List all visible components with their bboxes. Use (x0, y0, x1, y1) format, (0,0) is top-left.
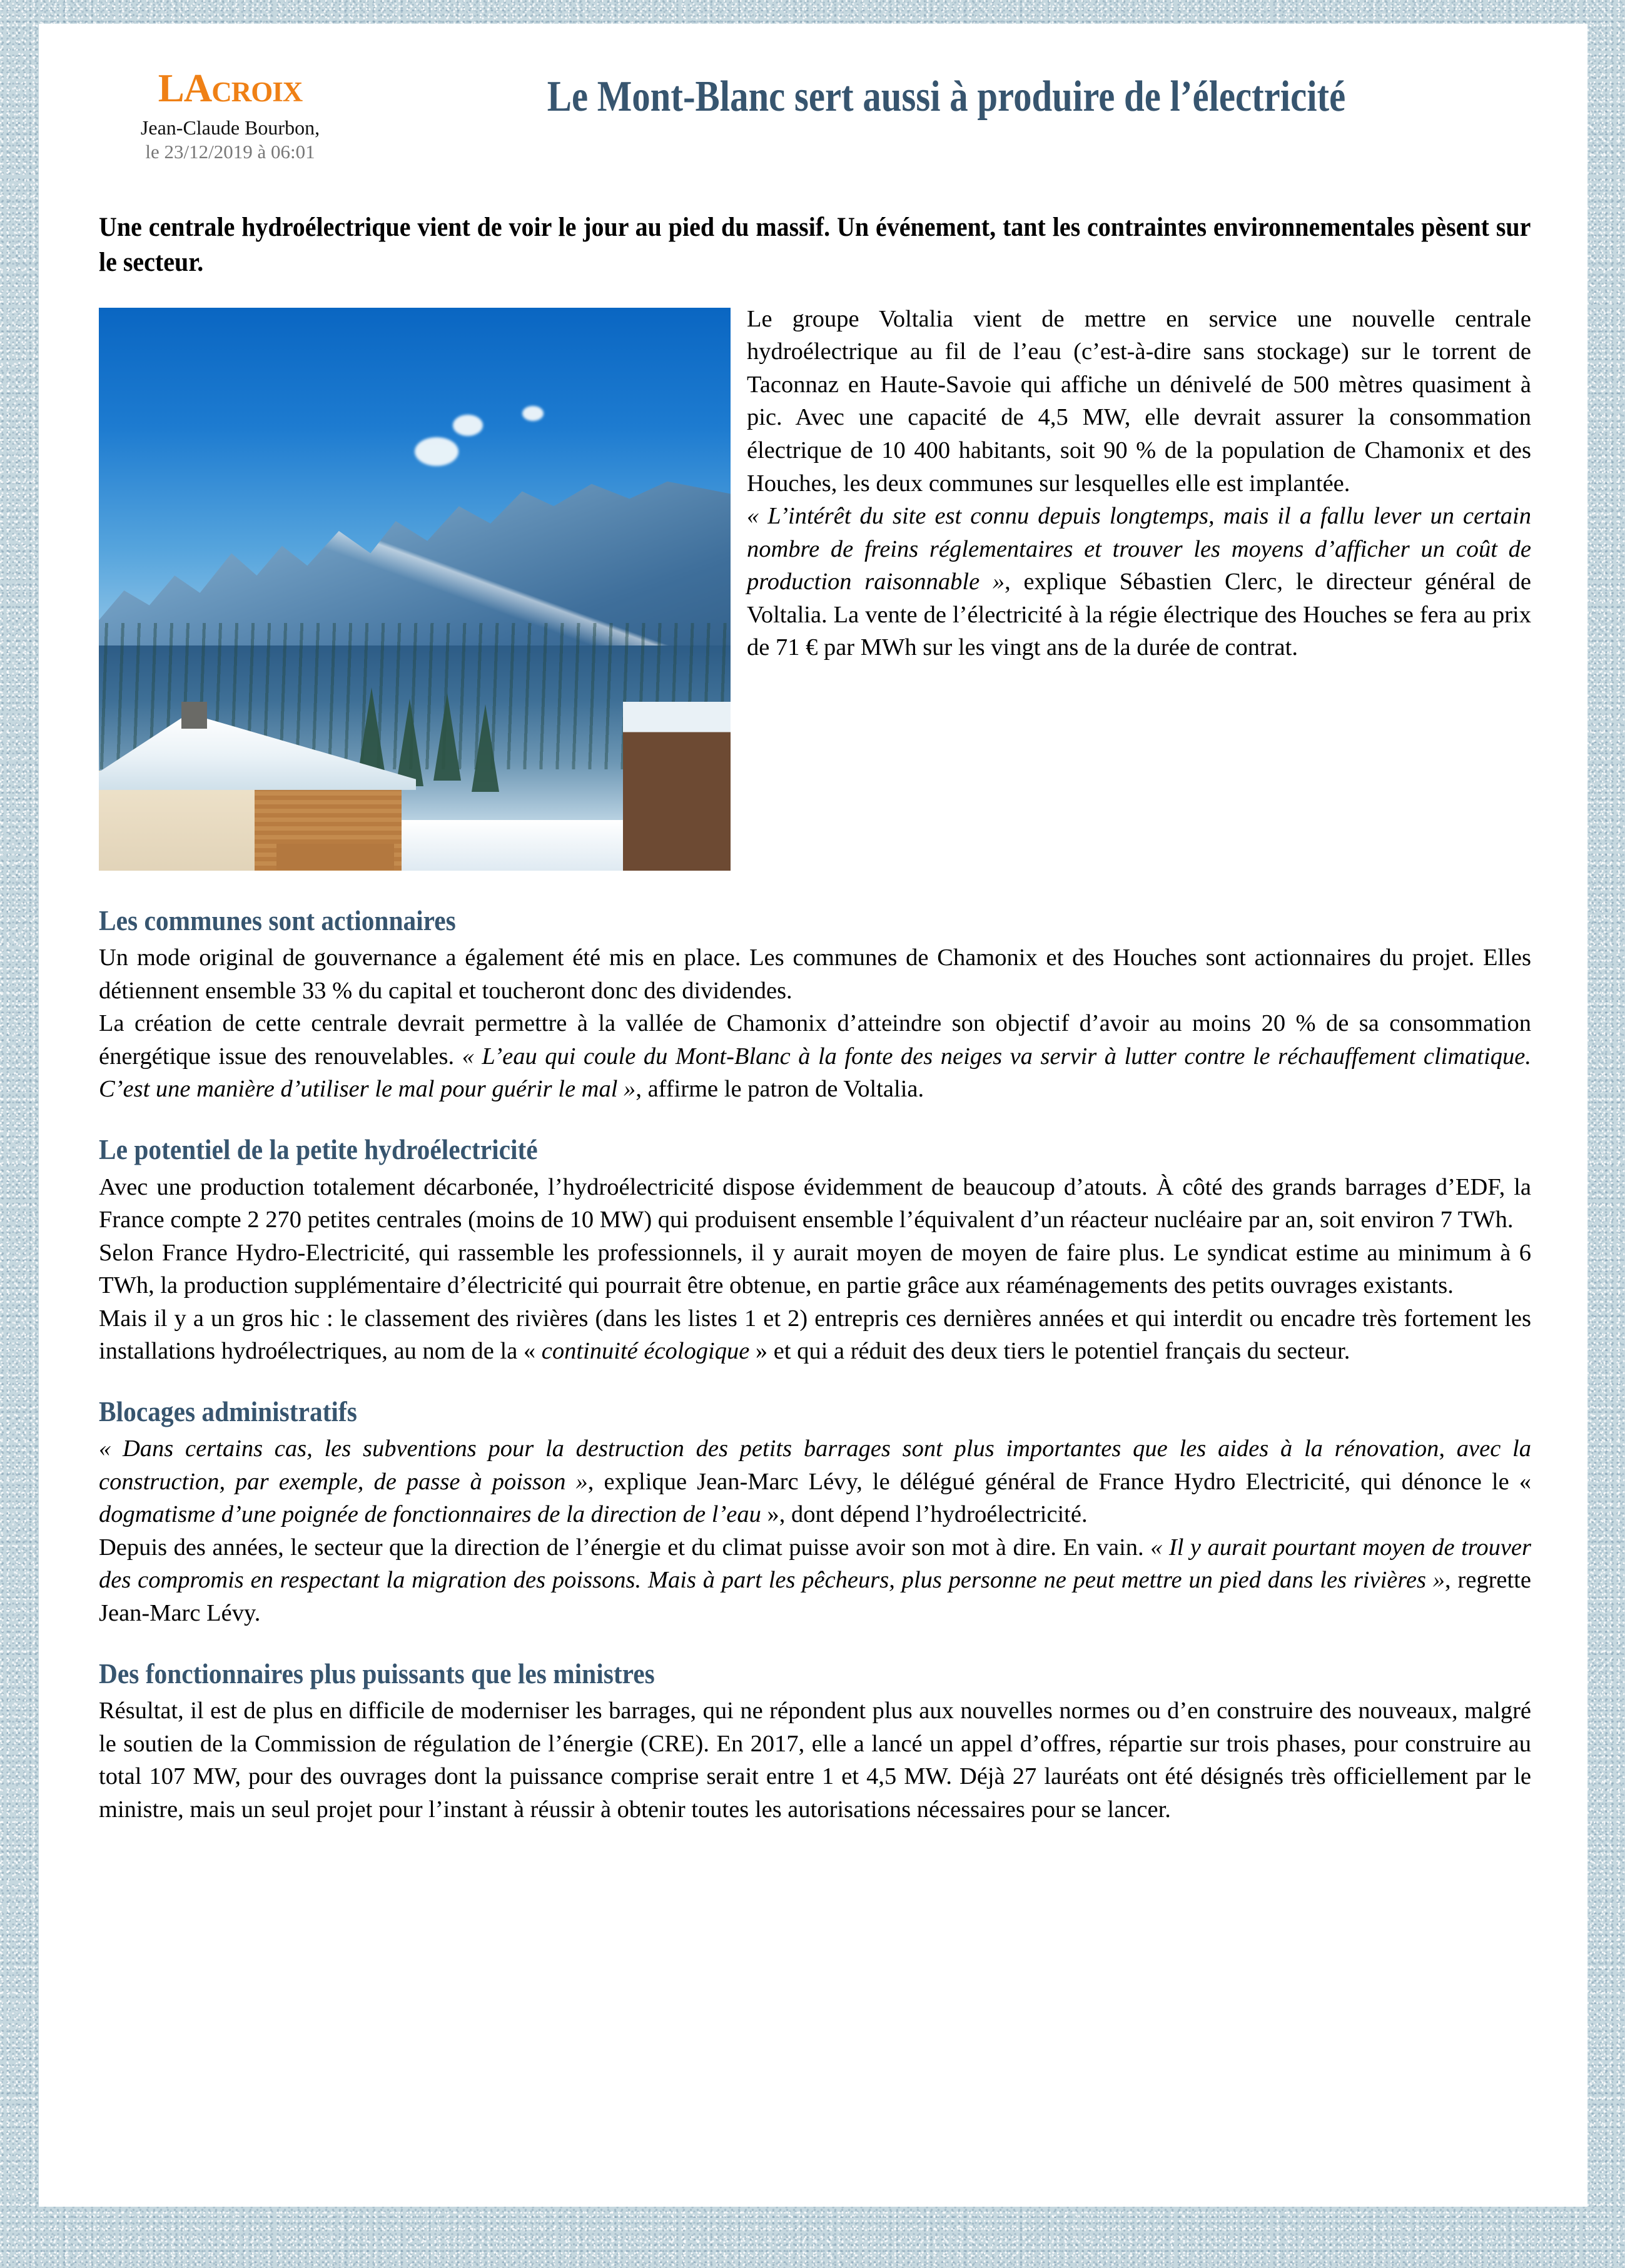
intro-quote-attribution: , explique Sébastien Clerc, le directeur général de Voltalia. La vente de l’électricité à la régie électrique des Houches se fera au prix de 71 € par MWh sur les vingt ans de la durée de contrat. (747, 569, 1531, 661)
body-text: Selon France Hydro-Electricité, qui rassemble les professionnels, il y aurait moyen de moyen de faire plus. Le syndicat estime au minimum à 6 TWh, la production supplémentaire d’électricité qui pourrait être obtenue, en partie grâce aux réaménagements des petits ouvrages existants. (99, 1239, 1531, 1299)
section-paragraph (99, 1432, 1531, 1531)
logo-text-la: LA (158, 66, 212, 110)
section-heading: Les communes sont actionnaires (99, 904, 456, 936)
body-text: , regrette Jean-Marc Lévy. (99, 1567, 1531, 1627)
body-text: Un mode original de gouvernance a également été mis en place. Les communes de Chamonix et des Houches sont actionnaires du projet. Elles détiennent ensemble 33 % du capital et toucheront donc des dividendes. (99, 944, 1531, 1004)
author-name: Jean-Claude Bourbon, (140, 116, 320, 139)
body-text: La création de cette centrale devrait permettre à la vallée de Chamonix d’atteindre son objectif d’avoir au moins 20 % de sa consommation énergétique issue des renouvelables. (99, 1010, 1531, 1070)
body-text: , affirme le patron de Voltalia. (635, 1076, 924, 1103)
section-body (99, 1694, 1531, 1826)
section-paragraph (99, 1007, 1531, 1106)
photo-building (623, 702, 731, 871)
section-paragraph (99, 1171, 1531, 1237)
quote-text: continuité écologique (541, 1338, 750, 1365)
section-body (99, 941, 1531, 1106)
section-paragraph (99, 1694, 1531, 1826)
brand-block (99, 55, 362, 164)
quote-text: dogmatisme d’une poignée de fonctionnaires de la direction de l’eau (99, 1501, 761, 1528)
photo-chalet (99, 691, 453, 871)
body-text: », dont dépend l’hydroélectricité. (761, 1501, 1088, 1528)
quote-text: « Il y aurait pourtant moyen de trouver des compromis en respectant la migration des poissons. Mais à part les pêcheurs, plus personne ne peut mettre un pied dans les rivières » (99, 1534, 1531, 1594)
intro-quote: « L’intérêt du site est connu depuis longtemps, mais il a fallu lever un certain nombre de freins réglementaires et trouver les moyens d’afficher un coût de production raisonnable » (747, 503, 1531, 595)
masthead (99, 55, 1531, 186)
quote-text: « L’eau qui coule du Mont-Blanc à la fonte des neiges va servir à lutter contre le réchauffement climatique. C’est une manière d’utiliser le mal pour guérir le mal » (99, 1043, 1531, 1103)
article-body (99, 303, 1531, 1826)
lead-paragraph: Une centrale hydroélectrique vient de voir le jour au pied du massif. Un événement, tant les contraintes environnementales pèsent sur le secteur. (99, 213, 1531, 277)
section-paragraph (99, 941, 1531, 1007)
photo-chalet-chimney (181, 702, 207, 729)
section-body (99, 1432, 1531, 1629)
photo-chalet-roof (99, 714, 416, 790)
body-text: Résultat, il est de plus en difficile de moderniser les barrages, qui ne répondent plus aux nouvelles normes ou d’en construire des nouveaux, malgré le soutien de la Commission de régulation de l’énergie (CRE). En 2017, elle a lancé un appel d’offres, répartie sur trois phases, pour construire au total 107 MW, pour des ouvrages dont la puissance comprise serait entre 1 et 4,5 MW. Déjà 27 lauréats ont été désignés très officiellement par le ministre, mais un seul projet pour l’instant à réussir à obtenir toutes les autorisations nécessaires pour se lancer. (99, 1698, 1531, 1823)
section-body (99, 1171, 1531, 1368)
body-text: » et qui a réduit des deux tiers le potentiel français du secteur. (749, 1338, 1350, 1365)
document-content (99, 55, 1531, 1826)
photo-chalet-balcony (276, 844, 393, 871)
quote-text: « Dans certains cas, les subventions pour la destruction des petits barrages sont plus importantes que les aides à la rénovation, avec la construction, par exemple, de passe à poisson » (99, 1435, 1531, 1495)
section-heading: Des fonctionnaires plus puissants que les ministres (99, 1658, 655, 1689)
section-paragraph (99, 1237, 1531, 1302)
photo-cloud (522, 406, 544, 421)
publication-date: le 23/12/2019 à 06:01 (145, 141, 315, 163)
photo-tree (472, 704, 499, 792)
body-text: , explique Jean-Marc Lévy, le délégué général de France Hydro Electricité, qui dénonce le « (587, 1468, 1531, 1495)
body-text: Mais il y a un gros hic : le classement des rivières (dans les listes 1 et 2) entrepris ces dernières années et qui interdit ou encadre très fortement les installations hydroélectriques, au nom de la « (99, 1305, 1531, 1365)
logo-text-croix: CROIX (211, 76, 303, 108)
article-photo (99, 308, 731, 871)
photo-cloud (415, 437, 458, 466)
document-page (39, 24, 1587, 2207)
page-title: Le Mont-Blanc sert aussi à produire de l’électricité (547, 73, 1346, 121)
section-paragraph (99, 1531, 1531, 1630)
la-croix-logo (99, 66, 362, 110)
intro-paragraph-1: Le groupe Voltalia vient de mettre en service une nouvelle centrale hydroélectrique au fil de l’eau (c’est-à-dire sans stockage) sur le torrent de Taconnaz en Haute-Savoie qui affiche un dénivelé de 500 mètres quasiment à pic. Avec une capacité de 4,5 MW, elle devrait assurer la consommation électrique de 10 400 habitants, soit 90 % de la population de Chamonix et des Houches, les deux communes sur lesquelles elle est implantée. (747, 305, 1531, 497)
body-text: Depuis des années, le secteur que la direction de l’énergie et du climat puisse avoir son mot à dire. En vain. (99, 1534, 1151, 1561)
section-heading: Le potentiel de la petite hydroélectricité (99, 1134, 538, 1166)
section-heading: Blocages administratifs (99, 1395, 357, 1427)
section-paragraph (99, 1302, 1531, 1368)
body-text: Avec une production totalement décarbonée, l’hydroélectricité dispose évidemment de beaucoup d’atouts. À côté des grands barrages d’EDF, la France compte 2 270 petites centrales (moins de 10 MW) qui produisent ensemble l’équivalent d’un réacteur nucléaire par an, soit environ 7 TWh. (99, 1173, 1531, 1233)
article-sections (99, 906, 1531, 1826)
photo-cloud (453, 415, 483, 436)
